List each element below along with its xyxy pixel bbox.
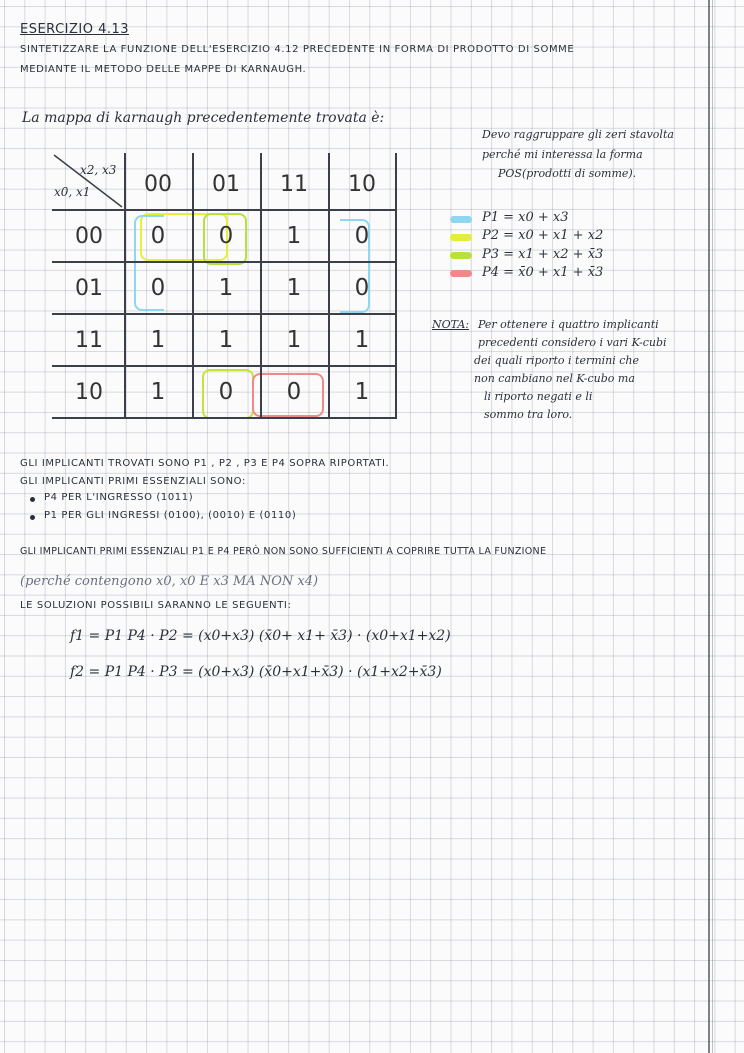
- exercise-title: ESERCIZIO 4.13: [20, 22, 130, 37]
- legend-swatch-p4: [450, 270, 472, 277]
- implicants-found: GLI IMPLICANTI TROVATI SONO P1 , P2 , P3 E P4 SOPRA RIPORTATI.: [20, 458, 390, 469]
- col-header-10: 10: [348, 171, 376, 197]
- row-header-11: 11: [75, 327, 103, 353]
- legend-swatch-p2: [450, 234, 472, 241]
- kmap-cell: 1: [218, 327, 234, 353]
- nota-line: precedenti considero i vari K-cubi: [478, 336, 667, 349]
- nota-line: sommo tra loro.: [484, 408, 573, 421]
- kmap-cell: 1: [286, 327, 302, 353]
- insufficient-text: GLI IMPLICANTI PRIMI ESSENZIALI P1 E P4 PERÒ NON SONO SUFFICIENTI A COPRIRE TUTTA LA FUNZIONE: [20, 546, 547, 557]
- legend-swatch-p3: [450, 252, 472, 259]
- col-header-00: 00: [144, 171, 172, 197]
- legend-p3: P3 = x1 + x2 + x̄3: [482, 247, 604, 262]
- kmap-cell: 0: [150, 275, 166, 301]
- instruction-line-2: MEDIANTE IL METODO DELLE MAPPE DI KARNAUGH.: [20, 64, 307, 75]
- corner-top-label: x2, x3: [80, 163, 117, 177]
- bullet-icon: [30, 497, 35, 502]
- col-header-01: 01: [212, 171, 240, 197]
- legend-p1: P1 = x0 + x3: [482, 210, 569, 225]
- margin-line: [708, 0, 710, 1053]
- essential-item-1: P4 PER L'INGRESSO (1011): [44, 492, 194, 503]
- col-header-11: 11: [280, 171, 308, 197]
- side-note-line-2: perché mi interessa la forma: [482, 148, 643, 161]
- kmap-cell: 1: [218, 275, 234, 301]
- side-note-line-3: POS(prodotti di somme).: [498, 167, 637, 180]
- essential-item-2: P1 PER GLI INGRESSI (0100), (0010) E (0110): [44, 510, 297, 521]
- nota-line: Per ottenere i quattro implicanti: [478, 318, 659, 331]
- kmap-cell: 0: [286, 379, 302, 405]
- legend-p4: P4 = x̄0 + x1 + x̄3: [482, 265, 604, 280]
- kmap-cell: 1: [150, 327, 166, 353]
- kmap-cell: 1: [354, 327, 370, 353]
- row-header-10: 10: [75, 379, 103, 405]
- instruction-line-1: SINTETIZZARE LA FUNZIONE DELL'ESERCIZIO 4.12 PRECEDENTE IN FORMA DI PRODOTTO DI SOMME: [20, 44, 575, 55]
- kmap-cell: 0: [354, 275, 370, 301]
- kmap-cell: 0: [150, 223, 166, 249]
- bullet-icon: [30, 515, 35, 520]
- kmap-cell: 0: [354, 223, 370, 249]
- nota-line: dei quali riporto i termini che: [474, 354, 640, 367]
- row-header-00: 00: [75, 223, 103, 249]
- row-header-01: 01: [75, 275, 103, 301]
- karnaugh-map: [52, 153, 397, 418]
- legend-swatch-p1: [450, 216, 472, 223]
- side-note-line-1: Devo raggruppare gli zeri stavolta: [482, 128, 674, 141]
- corner-diagonal: [52, 153, 124, 209]
- corner-left-label: x0, x1: [54, 185, 91, 199]
- legend-p2: P2 = x0 + x1 + x2: [482, 228, 604, 243]
- intro-text: La mappa di karnaugh precedentemente trovata è:: [22, 110, 385, 126]
- kmap-cell: 0: [218, 379, 234, 405]
- kmap-cell: 1: [150, 379, 166, 405]
- essential-title: GLI IMPLICANTI PRIMI ESSENZIALI SONO:: [20, 476, 246, 487]
- kmap-cell: 1: [286, 223, 302, 249]
- reason-text: (perché contengono x0, x0 E x3 MA NON x4): [20, 574, 319, 589]
- solutions-title: LE SOLUZIONI POSSIBILI SARANNO LE SEGUENTI:: [20, 600, 292, 611]
- kmap-cell: 1: [354, 379, 370, 405]
- solution-f1: f1 = P1 P4 · P2 = (x0+x3) (x̄0+ x1+ x̄3) · (x0+x1+x2): [70, 628, 451, 644]
- kmap-cell: 0: [218, 223, 234, 249]
- nota-line: non cambiano nel K-cubo ma: [474, 372, 635, 385]
- margin-line-secondary: [712, 0, 713, 1053]
- kmap-cell: 1: [286, 275, 302, 301]
- solution-f2: f2 = P1 P4 · P3 = (x0+x3) (x̄0+x1+x̄3) · (x1+x2+x̄3): [70, 664, 442, 680]
- nota-label: NOTA:: [432, 318, 470, 331]
- nota-line: li riporto negati e li: [484, 390, 593, 403]
